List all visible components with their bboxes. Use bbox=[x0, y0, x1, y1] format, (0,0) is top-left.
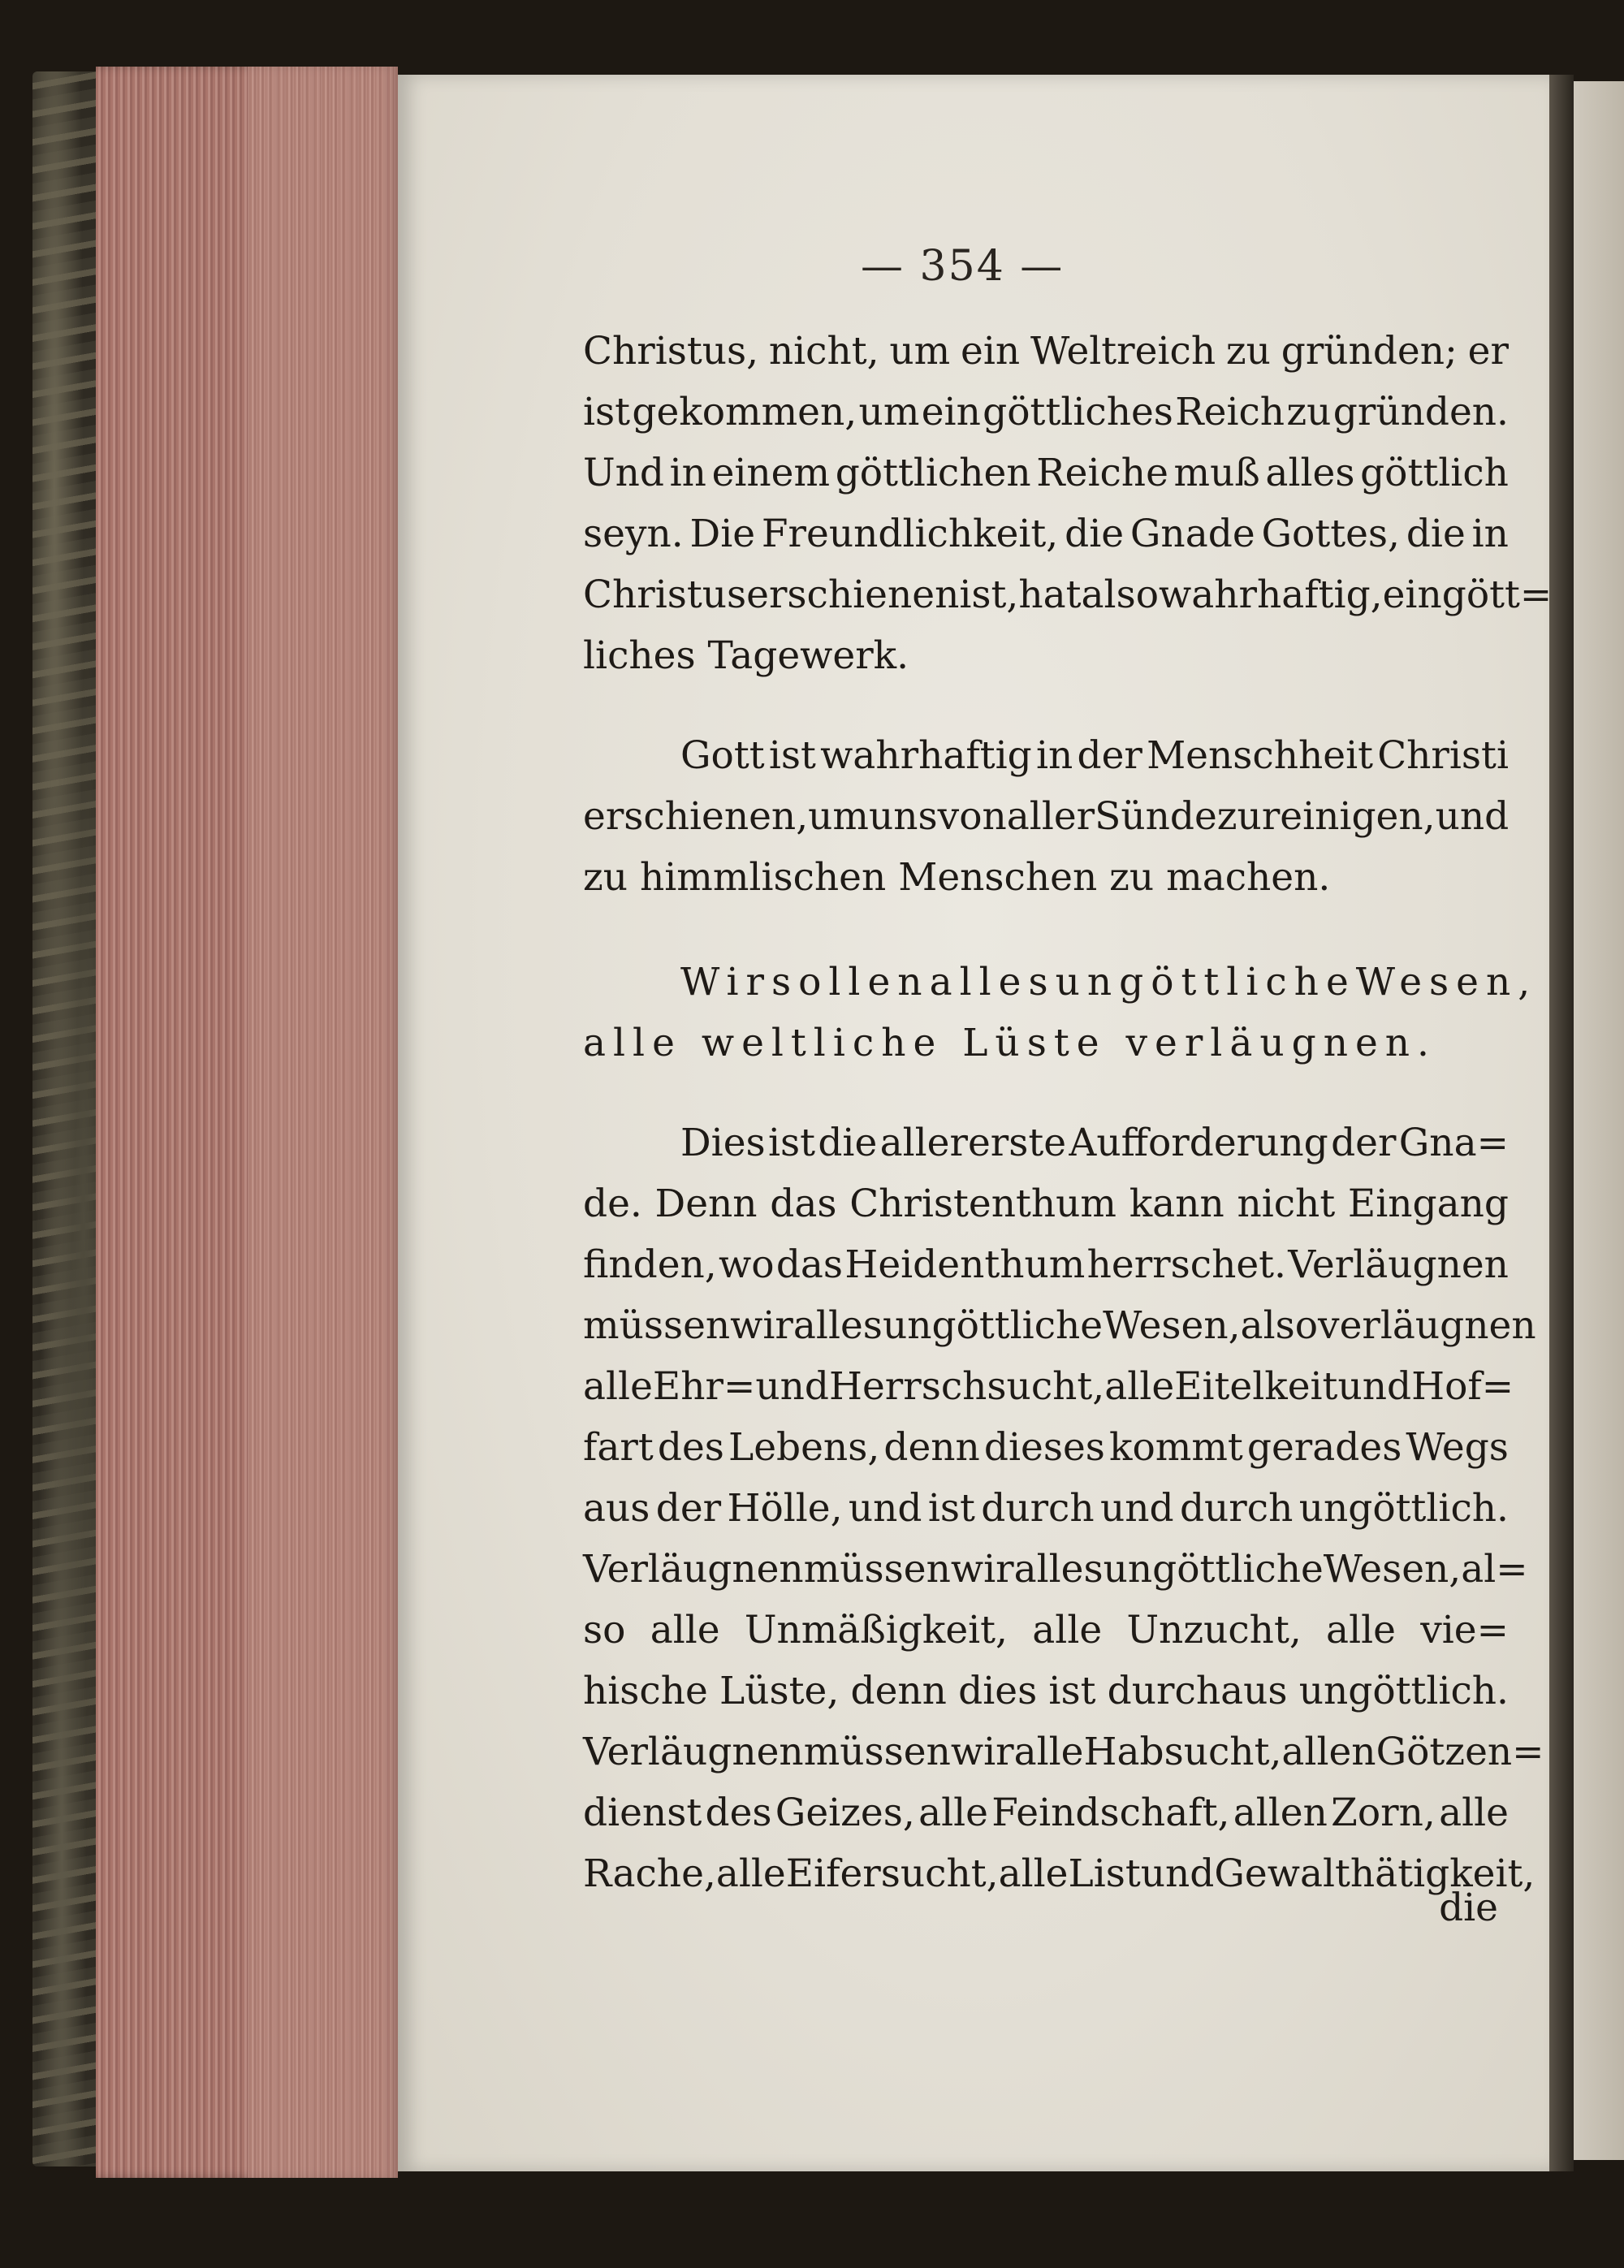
word: Habsucht, bbox=[1083, 1730, 1282, 1774]
paragraph-2 bbox=[583, 725, 1509, 908]
page-edges-highlight bbox=[248, 67, 398, 2178]
word: der bbox=[655, 1486, 722, 1531]
word: von bbox=[937, 794, 1007, 839]
word: Eifersucht, bbox=[785, 1851, 999, 1896]
word: müssen bbox=[583, 1303, 731, 1348]
word: al= bbox=[1461, 1547, 1528, 1592]
word: zu bbox=[1225, 329, 1271, 374]
word: einem bbox=[711, 451, 831, 495]
word: allen bbox=[1233, 1791, 1328, 1835]
word: ungöttliche bbox=[1103, 1547, 1324, 1592]
book-gutter bbox=[1549, 75, 1574, 2171]
word: gründen. bbox=[1332, 390, 1509, 434]
word: finden, bbox=[583, 1242, 717, 1287]
word: allen bbox=[1281, 1730, 1376, 1774]
word: alle bbox=[918, 1791, 988, 1835]
text-line bbox=[583, 564, 1553, 625]
word: also bbox=[1081, 572, 1159, 617]
word: Verläugnen bbox=[1288, 1242, 1509, 1287]
word: herrschet. bbox=[1086, 1242, 1286, 1287]
word: wir bbox=[950, 1730, 1014, 1774]
word: Christi bbox=[1377, 733, 1509, 778]
word: Rache, bbox=[583, 1851, 716, 1896]
text-line bbox=[583, 1417, 1509, 1478]
word: Und bbox=[583, 451, 664, 495]
word: der bbox=[1331, 1121, 1397, 1165]
word: verläugnen bbox=[1318, 1303, 1536, 1348]
word: und bbox=[1337, 1364, 1412, 1409]
word: Denn bbox=[654, 1182, 758, 1226]
word: Hölle, bbox=[727, 1486, 843, 1531]
word: ist bbox=[768, 733, 816, 778]
word: muß bbox=[1173, 451, 1260, 495]
word: und bbox=[1140, 1851, 1215, 1896]
word: und bbox=[1099, 1486, 1174, 1531]
word: Ehr bbox=[652, 1364, 723, 1409]
word: gründen; bbox=[1281, 329, 1458, 374]
word: Wir bbox=[680, 960, 771, 1004]
word: durch bbox=[1179, 1486, 1294, 1531]
word: wir bbox=[950, 1547, 1014, 1592]
word: Götzen= bbox=[1376, 1730, 1544, 1774]
word: göttlichen bbox=[835, 451, 1031, 495]
word: ungöttlich. bbox=[1298, 1669, 1509, 1713]
word: = bbox=[723, 1364, 756, 1409]
word: hat bbox=[1018, 572, 1082, 617]
text-line bbox=[583, 1843, 1535, 1904]
text-line bbox=[583, 1112, 1509, 1173]
word: aus bbox=[583, 1486, 650, 1531]
text-line bbox=[583, 443, 1509, 503]
text-line bbox=[583, 1539, 1528, 1600]
word: hische bbox=[583, 1669, 708, 1713]
word: wir bbox=[730, 1303, 793, 1348]
word: alle bbox=[998, 1851, 1069, 1896]
word: die bbox=[818, 1121, 878, 1165]
word: Zorn, bbox=[1331, 1791, 1436, 1835]
word: Eingang bbox=[1347, 1182, 1509, 1226]
text-line bbox=[583, 1356, 1514, 1417]
word: ungöttlich. bbox=[1298, 1486, 1509, 1531]
word: denn bbox=[883, 1425, 980, 1470]
word: Reiche bbox=[1036, 451, 1168, 495]
word: so bbox=[583, 1608, 626, 1652]
word: wahrhaftig, bbox=[1158, 572, 1383, 617]
word: Gna= bbox=[1398, 1121, 1509, 1165]
word: Menschheit bbox=[1147, 733, 1373, 778]
word: Wesen, bbox=[1355, 960, 1538, 1004]
word: Wegs bbox=[1406, 1425, 1509, 1470]
word: und bbox=[1435, 794, 1510, 839]
word: de. bbox=[583, 1182, 642, 1226]
text-line bbox=[583, 1234, 1509, 1295]
word: sollen bbox=[771, 960, 930, 1004]
word: alles bbox=[929, 960, 1056, 1004]
word: List bbox=[1068, 1851, 1141, 1896]
text-line bbox=[583, 1782, 1509, 1843]
word: und bbox=[755, 1364, 829, 1409]
word: also bbox=[1240, 1303, 1319, 1348]
word: ein bbox=[961, 329, 1021, 374]
word: müssen bbox=[803, 1547, 951, 1592]
word: kann bbox=[1129, 1182, 1224, 1226]
word: alle bbox=[1032, 1608, 1103, 1652]
word: wo bbox=[719, 1242, 775, 1287]
word: Gewalthätigkeit, bbox=[1214, 1851, 1535, 1896]
word: alle bbox=[583, 1364, 653, 1409]
word: fart bbox=[583, 1425, 654, 1470]
catchword: die bbox=[1439, 1886, 1498, 1930]
text-line bbox=[583, 952, 1538, 1013]
word: Reich bbox=[1175, 390, 1285, 434]
word: die bbox=[1406, 512, 1466, 556]
facing-page-edge bbox=[1574, 81, 1624, 2160]
word: des bbox=[705, 1791, 772, 1835]
word: durch bbox=[981, 1486, 1095, 1531]
text-line: liches Tagewerk. bbox=[583, 633, 909, 678]
word: göttlich bbox=[1360, 451, 1509, 495]
word: alle bbox=[650, 1608, 720, 1652]
word: kommt bbox=[1109, 1425, 1243, 1470]
word: alle bbox=[715, 1851, 786, 1896]
word: ein bbox=[1382, 572, 1442, 617]
word: vie= bbox=[1420, 1608, 1509, 1652]
word: Geizes, bbox=[775, 1791, 915, 1835]
text-line bbox=[583, 1295, 1536, 1356]
text-line bbox=[583, 786, 1509, 847]
text-line bbox=[583, 321, 1509, 382]
text-line bbox=[583, 1661, 1509, 1722]
word: dieses bbox=[983, 1425, 1105, 1470]
word: ist bbox=[767, 1121, 816, 1165]
word: Dies bbox=[680, 1121, 766, 1165]
word: Christus bbox=[583, 572, 747, 617]
word: Gott bbox=[680, 733, 765, 778]
text-line bbox=[583, 1600, 1509, 1661]
word: gekommen, bbox=[632, 390, 857, 434]
word: Eitelkeit bbox=[1174, 1364, 1338, 1409]
word: uns bbox=[868, 794, 938, 839]
word: nicht, bbox=[768, 329, 879, 374]
word: um bbox=[858, 390, 920, 434]
word: Verläugnen bbox=[583, 1730, 804, 1774]
word: gött= bbox=[1441, 572, 1553, 617]
word: der bbox=[1077, 733, 1142, 778]
word: ein bbox=[921, 390, 981, 434]
word: Sünde bbox=[1095, 794, 1217, 839]
word: er bbox=[1467, 329, 1509, 374]
text-line: alle weltliche Lüste verläugnen. bbox=[583, 1021, 1436, 1065]
word: aller bbox=[1006, 794, 1095, 839]
text-line bbox=[583, 1173, 1509, 1234]
word: ist bbox=[927, 1486, 975, 1531]
word: Lüste, bbox=[719, 1669, 840, 1713]
word: um bbox=[808, 794, 869, 839]
word: Unzucht, bbox=[1126, 1608, 1302, 1652]
word: göttliches bbox=[983, 390, 1173, 434]
marbled-cover-board bbox=[32, 71, 106, 2166]
word: das bbox=[775, 1242, 844, 1287]
word: ungöttliche bbox=[882, 1303, 1104, 1348]
word: Christenthum bbox=[849, 1182, 1117, 1226]
word: alles bbox=[1013, 1547, 1104, 1592]
word: zu bbox=[1286, 390, 1332, 434]
paragraph-4 bbox=[583, 1112, 1544, 1904]
text-line bbox=[583, 382, 1509, 443]
word: alle bbox=[1326, 1608, 1396, 1652]
text-line: zu himmlischen Menschen zu machen. bbox=[583, 855, 1331, 900]
word: alles bbox=[793, 1303, 883, 1348]
word: ist bbox=[1048, 1669, 1096, 1713]
word: durchaus bbox=[1107, 1669, 1288, 1713]
word: alles bbox=[1265, 451, 1355, 495]
word: reinigen, bbox=[1261, 794, 1436, 839]
word: in bbox=[669, 451, 706, 495]
word: in bbox=[1035, 733, 1073, 778]
word: das bbox=[770, 1182, 837, 1226]
word: Wesen, bbox=[1103, 1303, 1241, 1348]
word: alle bbox=[1104, 1364, 1175, 1409]
word: Hof= bbox=[1411, 1364, 1514, 1409]
word: erschienen, bbox=[583, 794, 809, 839]
word: Wesen, bbox=[1323, 1547, 1462, 1592]
word: Verläugnen bbox=[583, 1547, 804, 1592]
word: ist, bbox=[959, 572, 1019, 617]
word: zu bbox=[1216, 794, 1262, 839]
word: des bbox=[657, 1425, 724, 1470]
word: alle bbox=[1013, 1730, 1084, 1774]
word: in bbox=[1471, 512, 1509, 556]
word: allererste bbox=[879, 1121, 1067, 1165]
text-line bbox=[583, 725, 1509, 786]
word: wahrhaftig bbox=[820, 733, 1032, 778]
word: müssen bbox=[803, 1730, 951, 1774]
word: Weltreich bbox=[1030, 329, 1216, 374]
word: Feindschaft, bbox=[991, 1791, 1230, 1835]
word: alle bbox=[1439, 1791, 1509, 1835]
word: ungöttliche bbox=[1055, 960, 1356, 1004]
word: Freundlichkeit, bbox=[761, 512, 1059, 556]
word: denn bbox=[850, 1669, 947, 1713]
word: um bbox=[889, 329, 951, 374]
word: Herrschsucht, bbox=[828, 1364, 1105, 1409]
word: Heidenthum bbox=[844, 1242, 1086, 1287]
word: Aufforderung bbox=[1069, 1121, 1328, 1165]
word: die bbox=[1065, 512, 1125, 556]
text-line bbox=[583, 1722, 1544, 1782]
word: ist bbox=[583, 390, 631, 434]
paragraph-3 bbox=[583, 952, 1538, 1074]
page-number: — 354 — bbox=[861, 242, 1065, 291]
word: Unmäßigkeit, bbox=[744, 1608, 1008, 1652]
word: dies bbox=[958, 1669, 1038, 1713]
word: Lebens, bbox=[728, 1425, 880, 1470]
text-line bbox=[583, 1478, 1509, 1539]
word: gerades bbox=[1246, 1425, 1402, 1470]
word: seyn. bbox=[583, 512, 684, 556]
word: dienst bbox=[583, 1791, 702, 1835]
paragraph-1 bbox=[583, 321, 1553, 686]
word: Gnade bbox=[1129, 512, 1255, 556]
word: Christus, bbox=[583, 329, 759, 374]
text-line bbox=[583, 503, 1509, 564]
word: Die bbox=[689, 512, 756, 556]
word: Gottes, bbox=[1261, 512, 1400, 556]
word: erschienen bbox=[746, 572, 960, 617]
word: nicht bbox=[1237, 1182, 1336, 1226]
word: und bbox=[848, 1486, 922, 1531]
